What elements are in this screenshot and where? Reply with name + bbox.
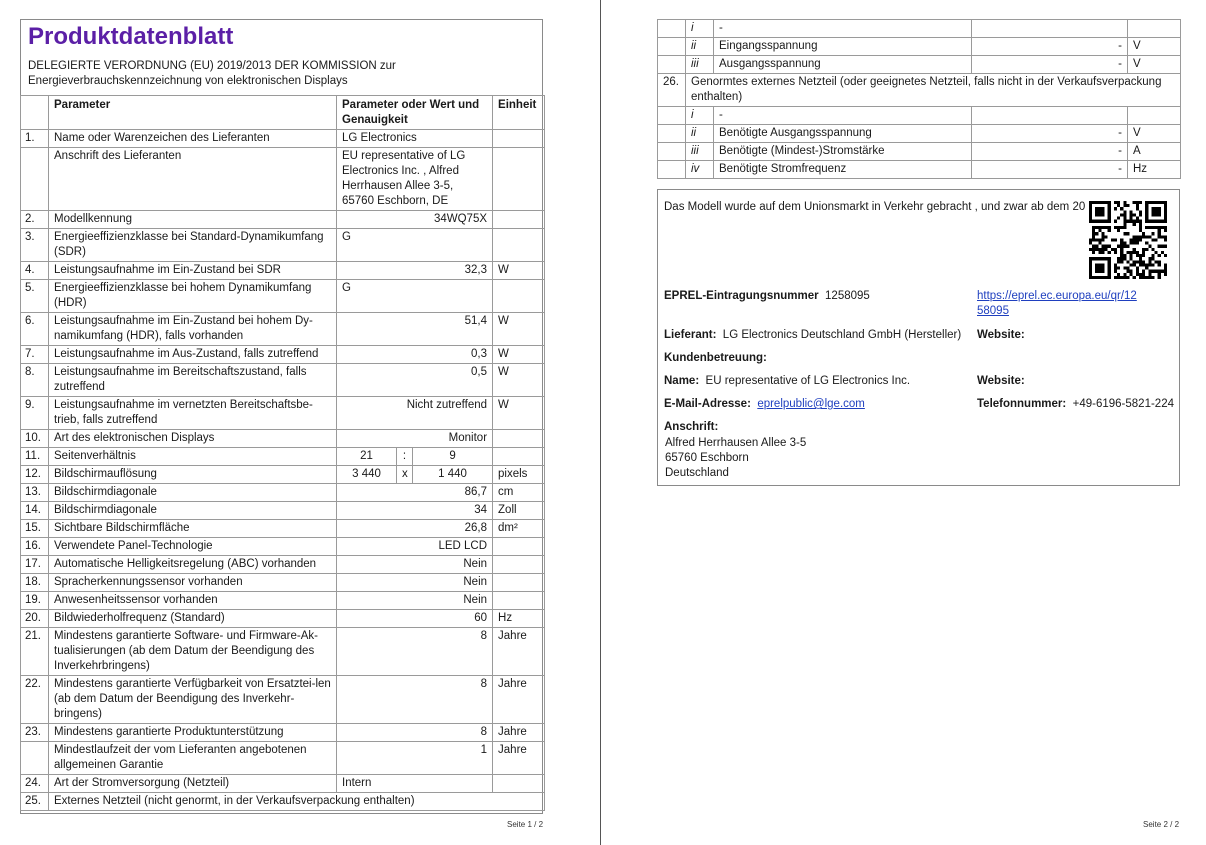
- row-value: 60: [337, 610, 493, 628]
- row-unit: [493, 448, 545, 466]
- row-number: 9.: [21, 397, 49, 430]
- page-number: Seite 2 / 2: [1143, 820, 1180, 829]
- row-number: 6.: [21, 313, 49, 346]
- table-row: [658, 161, 1181, 179]
- row-number: 12.: [21, 466, 49, 484]
- table-row: [658, 38, 1181, 56]
- row-value: -: [972, 125, 1128, 143]
- row-label: Eingangsspannung: [714, 38, 972, 56]
- eprel-number: 1258095: [825, 290, 870, 302]
- table-row: [21, 346, 545, 364]
- row-unit: Jahre: [493, 676, 545, 724]
- address-line: 65760 Eschborn: [665, 452, 749, 464]
- row-parameter: Mindestens garantierte Produktunterstützung: [49, 724, 337, 742]
- row-unit: W: [493, 262, 545, 280]
- row-value: 0,3: [337, 346, 493, 364]
- row-roman-index: iv: [686, 161, 714, 179]
- row-roman-index: iii: [686, 56, 714, 74]
- row-number: 5.: [21, 280, 49, 313]
- resolution-separator: x: [397, 466, 413, 484]
- row-parameter: Name oder Warenzeichen des Lieferanten: [49, 130, 337, 148]
- row-value: G: [337, 229, 493, 262]
- row-unit: [493, 538, 545, 556]
- eprel-link-line[interactable]: https://eprel.ec.europa.eu/qr/12: [977, 290, 1137, 302]
- row-number: 13.: [21, 484, 49, 502]
- address-line: Deutschland: [665, 467, 729, 479]
- row-parameter: Art der Stromversorgung (Netzteil): [49, 775, 337, 793]
- table-row: [21, 502, 545, 520]
- eprel-link-line[interactable]: 58095: [977, 305, 1009, 317]
- row-number: 22.: [21, 676, 49, 724]
- row-value: 51,4: [337, 313, 493, 346]
- row-parameter: Bildschirmdiagonale: [49, 502, 337, 520]
- row-parameter: Anwesenheitssensor vorhanden: [49, 592, 337, 610]
- row-unit: [493, 229, 545, 262]
- row-label: Benötigte Stromfrequenz: [714, 161, 972, 179]
- row-value: -: [972, 143, 1128, 161]
- row-value: Nein: [337, 574, 493, 592]
- row-unit: pixels: [493, 466, 545, 484]
- row-value: -: [972, 38, 1128, 56]
- phone-row: [977, 397, 1174, 412]
- row-number: [21, 148, 49, 211]
- row-unit: A: [1128, 143, 1181, 161]
- row-unit: [493, 592, 545, 610]
- row-number: 14.: [21, 502, 49, 520]
- email-row: [664, 397, 865, 412]
- row-parameter: Automatische Helligkeitsregelung (ABC) vorhanden: [49, 556, 337, 574]
- row-number: 15.: [21, 520, 49, 538]
- regulation-subtitle: [28, 59, 528, 89]
- eprel-label: EPREL-Eintragungsnummer: [664, 290, 819, 302]
- row-value: LG Electronics: [337, 130, 493, 148]
- row-value: 32,3: [337, 262, 493, 280]
- row-unit: Jahre: [493, 742, 545, 775]
- row-number: 3.: [21, 229, 49, 262]
- row-value: 34WQ75X: [337, 211, 493, 229]
- row-unit: [493, 775, 545, 793]
- row-parameter: Externes Netzteil (nicht genormt, in der Verkaufsverpackung enthalten): [49, 793, 545, 811]
- row-number: 17.: [21, 556, 49, 574]
- row-number: 8.: [21, 364, 49, 397]
- document-title: Produktdatenblatt: [28, 23, 234, 50]
- table-row: [21, 520, 545, 538]
- row-value: 8: [337, 676, 493, 724]
- row-parameter: Leistungsaufnahme im Aus-Zustand, falls zutreffend: [49, 346, 337, 364]
- row-roman-index: i: [686, 107, 714, 125]
- table-row: [21, 556, 545, 574]
- row-number: 19.: [21, 592, 49, 610]
- row-value: Nein: [337, 592, 493, 610]
- row-value: 26,8: [337, 520, 493, 538]
- name-row: [664, 374, 910, 389]
- address-block: [665, 436, 806, 481]
- row-number: 16.: [21, 538, 49, 556]
- row-unit: [493, 556, 545, 574]
- row-number: 24.: [21, 775, 49, 793]
- row-parameter: Verwendete Panel-Technologie: [49, 538, 337, 556]
- table-row: [21, 742, 545, 775]
- table-row: [21, 448, 545, 466]
- row-unit: [493, 574, 545, 592]
- row-unit: [493, 130, 545, 148]
- table-row: [658, 20, 1181, 38]
- row-parameter: Leistungsaufnahme im Bereitschaftszustand, falls zutreffend: [49, 364, 337, 397]
- row-value: 86,7: [337, 484, 493, 502]
- market-date-text: Das Modell wurde auf dem Unionsmarkt in Verkehr gebracht , und zwar ab dem 20: [664, 201, 1086, 213]
- row-value: 0,5: [337, 364, 493, 397]
- table-row: [658, 107, 1181, 125]
- row-unit: Jahre: [493, 724, 545, 742]
- row-parameter: Mindestens garantierte Verfügbarkeit von Ersatztei-len (ab dem Datum der Beendigung des Inverkehr-bringens): [49, 676, 337, 724]
- row-number: 23.: [21, 724, 49, 742]
- row-label: Benötigte Ausgangsspannung: [714, 125, 972, 143]
- row-number: 21.: [21, 628, 49, 676]
- row-value: 8: [337, 628, 493, 676]
- row-unit: [493, 430, 545, 448]
- row-parameter: Leistungsaufnahme im Ein-Zustand bei hohem Dy-namikumfang (HDR), falls vorhanden: [49, 313, 337, 346]
- table-row: [658, 125, 1181, 143]
- table-row: [21, 130, 545, 148]
- name-value: EU representative of LG Electronics Inc.: [705, 375, 911, 387]
- name-label: Name:: [664, 375, 700, 387]
- page-number: Seite 1 / 2: [507, 820, 544, 829]
- header-unit: Einheit: [493, 96, 545, 130]
- row-unit: W: [493, 397, 545, 430]
- address-line: Alfred Herrhausen Allee 3-5: [665, 437, 807, 449]
- table-row: [21, 262, 545, 280]
- row-label: Ausgangsspannung: [714, 56, 972, 74]
- row-number: [658, 143, 686, 161]
- eprel-link[interactable]: [977, 289, 1137, 319]
- header-num: [21, 96, 49, 130]
- table-row: [21, 397, 545, 430]
- supplier-label: Lieferant:: [664, 329, 717, 341]
- table-row: [21, 724, 545, 742]
- qr-code-icon[interactable]: [1089, 201, 1167, 279]
- row-unit: cm: [493, 484, 545, 502]
- table-row: [21, 610, 545, 628]
- row-number: [658, 38, 686, 56]
- row-unit: V: [1128, 125, 1181, 143]
- row-parameter: Seitenverhältnis: [49, 448, 337, 466]
- row-parameter: Anschrift des Lieferanten: [49, 148, 337, 211]
- supplier-row: [664, 328, 961, 343]
- row-roman-index: ii: [686, 38, 714, 56]
- table-row: [21, 148, 545, 211]
- row-value: Nein: [337, 556, 493, 574]
- row-unit: [493, 211, 545, 229]
- row-number: 25.: [21, 793, 49, 811]
- row-number: [658, 125, 686, 143]
- row-unit: W: [493, 346, 545, 364]
- row-number: 2.: [21, 211, 49, 229]
- table-row: [21, 676, 545, 724]
- row-number: 20.: [21, 610, 49, 628]
- row-unit: [493, 148, 545, 211]
- header-value: Parameter oder Wert und Genauigkeit: [337, 96, 493, 130]
- table-row: [21, 364, 545, 397]
- table-row: [21, 484, 545, 502]
- row-unit: [493, 280, 545, 313]
- resolution-width: 3 440: [337, 466, 397, 484]
- row-number: 1.: [21, 130, 49, 148]
- row-parameter: Bildschirmdiagonale: [49, 484, 337, 502]
- row-parameter: Energieeffizienzklasse bei hohem Dynamikumfang (HDR): [49, 280, 337, 313]
- email-link[interactable]: eprelpublic@lge.com: [757, 398, 865, 410]
- row-unit: Hz: [493, 610, 545, 628]
- eprel-entry: [664, 289, 870, 304]
- row-label: -: [714, 20, 972, 38]
- row-unit: dm²: [493, 520, 545, 538]
- row-number: [658, 20, 686, 38]
- row-roman-index: iii: [686, 143, 714, 161]
- row-label: Benötigte (Mindest-)Stromstärke: [714, 143, 972, 161]
- table-row: [21, 775, 545, 793]
- row-value: G: [337, 280, 493, 313]
- table-row: [21, 538, 545, 556]
- row-label: -: [714, 107, 972, 125]
- row-unit: W: [493, 313, 545, 346]
- row-value: [972, 20, 1128, 38]
- row-number: 10.: [21, 430, 49, 448]
- row-value: -: [972, 56, 1128, 74]
- row-parameter: Sichtbare Bildschirmfläche: [49, 520, 337, 538]
- row-parameter: Mindestlaufzeit der vom Lieferanten angebotenen allgemeinen Garantie: [49, 742, 337, 775]
- row-value: Monitor: [337, 430, 493, 448]
- row-value: EU representative of LG Electronics Inc. , Alfred Herrhausen Allee 3-5, 65760 Eschborn, DE: [337, 148, 493, 211]
- row-parameter: Bildwiederholfrequenz (Standard): [49, 610, 337, 628]
- row-unit: Zoll: [493, 502, 545, 520]
- website-label: Website:: [977, 375, 1025, 387]
- resolution-height: 1 440: [413, 466, 493, 484]
- row-number: 4.: [21, 262, 49, 280]
- power-supply-table: [657, 19, 1181, 179]
- table-row: [21, 229, 545, 262]
- row-parameter: Art des elektronischen Displays: [49, 430, 337, 448]
- subtitle-line: DELEGIERTE VERORDNUNG (EU) 2019/2013 DER KOMMISSION zur: [28, 60, 396, 72]
- table-row: [658, 74, 1181, 107]
- row-number: [658, 161, 686, 179]
- row-parameter: Mindestens garantierte Software- und Firmware-Ak-tualisierungen (ab dem Datum der Beendigung des Inverkehrbringens): [49, 628, 337, 676]
- customer-support-label: Kundenbetreuung:: [664, 352, 767, 364]
- row-value: [972, 107, 1128, 125]
- table-row: [21, 592, 545, 610]
- phone-value: +49-6196-5821-224: [1072, 398, 1174, 410]
- row-roman-index: i: [686, 20, 714, 38]
- ratio-height: 9: [413, 448, 493, 466]
- table-row: [21, 280, 545, 313]
- website-label: Website:: [977, 329, 1025, 341]
- row-parameter: Energieeffizienzklasse bei Standard-Dynamikumfang (SDR): [49, 229, 337, 262]
- row-value: 8: [337, 724, 493, 742]
- row-parameter: Spracherkennungssensor vorhanden: [49, 574, 337, 592]
- email-label: E-Mail-Adresse:: [664, 398, 751, 410]
- address-label: Anschrift:: [664, 421, 719, 433]
- table-row: [21, 628, 545, 676]
- row-number: 26.: [658, 74, 686, 107]
- row-unit: [1128, 107, 1181, 125]
- table-row: [21, 430, 545, 448]
- table-row: [21, 466, 545, 484]
- row-number: 11.: [21, 448, 49, 466]
- row-unit: V: [1128, 56, 1181, 74]
- row-roman-index: ii: [686, 125, 714, 143]
- table-row: [21, 574, 545, 592]
- row-unit: [1128, 20, 1181, 38]
- row-value: Intern: [337, 775, 493, 793]
- ratio-separator: :: [397, 448, 413, 466]
- row-number: 7.: [21, 346, 49, 364]
- phone-label: Telefonnummer:: [977, 398, 1067, 410]
- table-row: [21, 313, 545, 346]
- row-unit: Jahre: [493, 628, 545, 676]
- subtitle-line: Energieverbrauchskennzeichnung von elektronischen Displays: [28, 75, 348, 87]
- product-data-table: [20, 95, 545, 811]
- row-unit: Hz: [1128, 161, 1181, 179]
- row-value: -: [972, 161, 1128, 179]
- row-number: [21, 742, 49, 775]
- row-parameter: Leistungsaufnahme im Ein-Zustand bei SDR: [49, 262, 337, 280]
- table-row: [21, 793, 545, 811]
- row-number: [658, 56, 686, 74]
- row-unit: V: [1128, 38, 1181, 56]
- header-parameter: Parameter: [49, 96, 337, 130]
- table-row: [658, 143, 1181, 161]
- row-value: 1: [337, 742, 493, 775]
- row-number: [658, 107, 686, 125]
- table-row: [21, 211, 545, 229]
- row-number: 18.: [21, 574, 49, 592]
- row-value: LED LCD: [337, 538, 493, 556]
- row-unit: W: [493, 364, 545, 397]
- ratio-width: 21: [337, 448, 397, 466]
- row-value: 34: [337, 502, 493, 520]
- table-row: [658, 56, 1181, 74]
- row-value: Nicht zutreffend: [337, 397, 493, 430]
- row-parameter: Leistungsaufnahme im vernetzten Bereitschaftsbe-trieb, falls zutreffend: [49, 397, 337, 430]
- row-parameter: Bildschirmauflösung: [49, 466, 337, 484]
- row-parameter: Genormtes externes Netzteil (oder geeignetes Netzteil, falls nicht in der Verkaufsverpackung enthalten): [686, 74, 1181, 107]
- row-parameter: Modellkennung: [49, 211, 337, 229]
- page-divider: [600, 0, 601, 845]
- supplier-value: LG Electronics Deutschland GmbH (Hersteller): [722, 329, 962, 341]
